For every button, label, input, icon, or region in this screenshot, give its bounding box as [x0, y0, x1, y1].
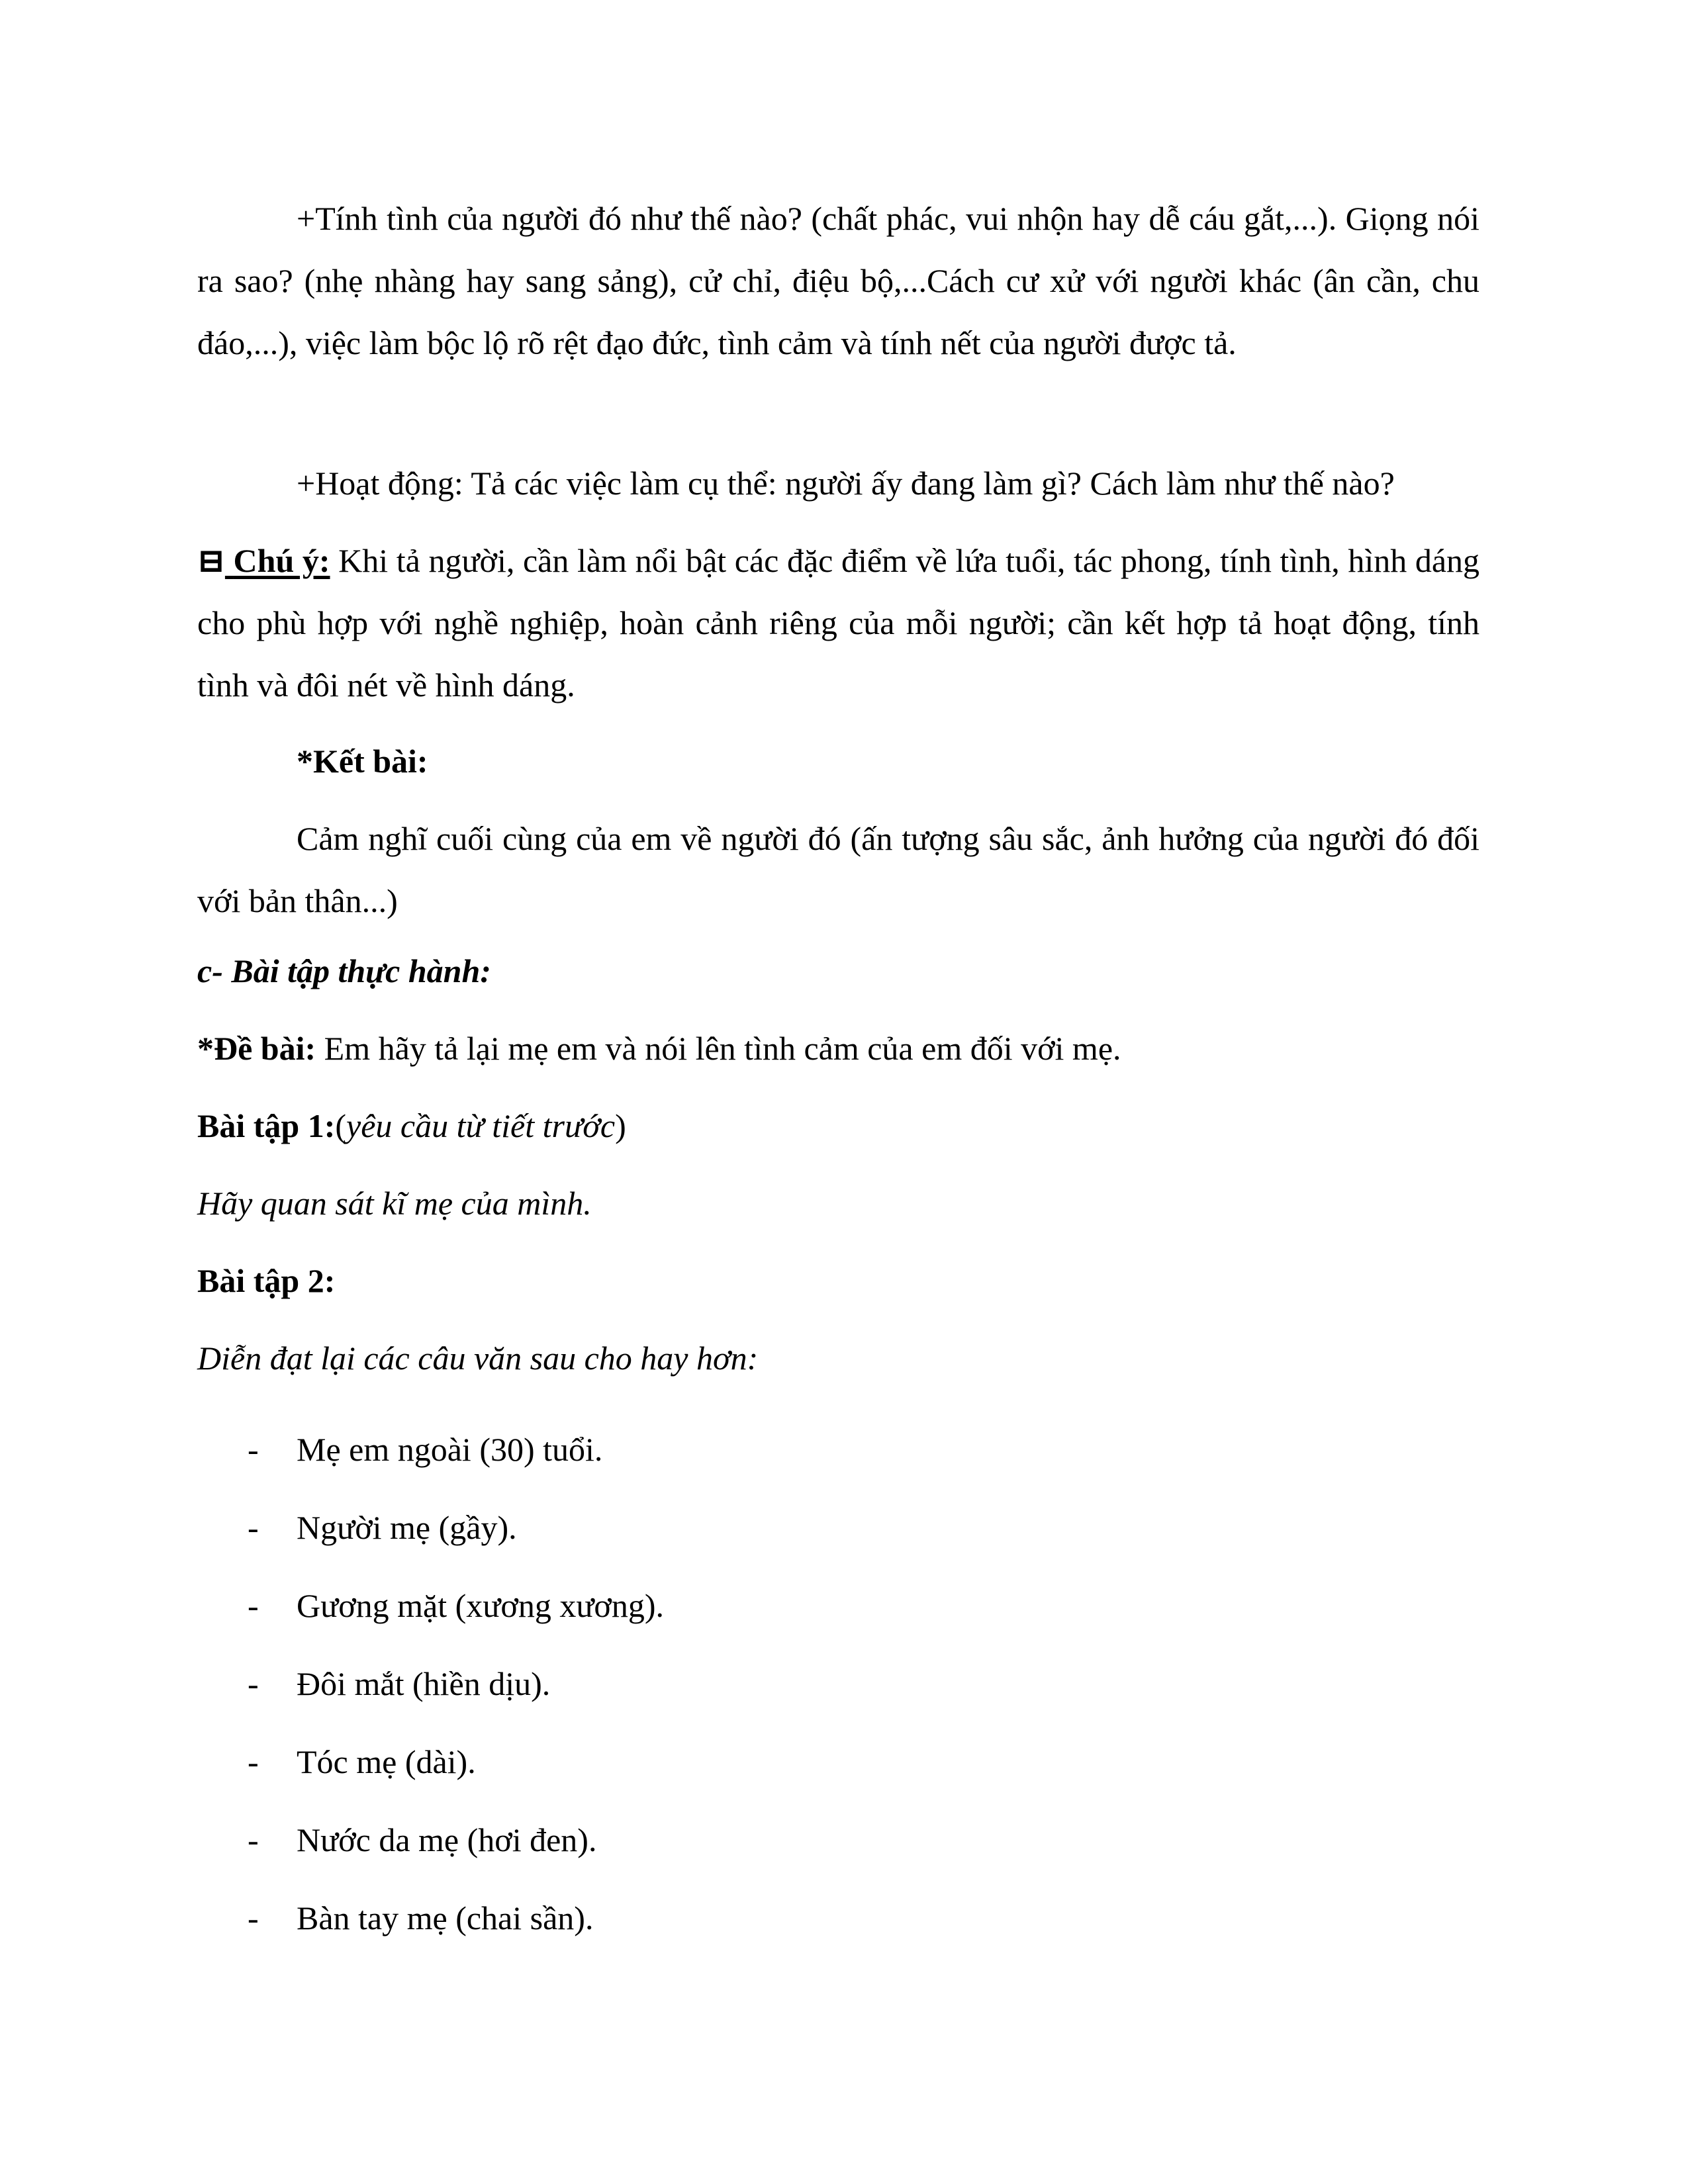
list-item-text: Bàn tay mẹ (chai sần).: [297, 1899, 594, 1936]
note-label: [197, 542, 330, 579]
list-item-text: Nước da mẹ (hơi đen).: [297, 1821, 597, 1858]
list-item: [197, 1567, 1479, 1645]
note-text: Khi tả người, cần làm nổi bật các đặc điểm về lứa tuổi, tác phong, tính tình, hình dáng cho phù hợp với nghề nghiệp, hoàn cảnh riêng của mỗi người; cần kết hợp tả hoạt động, tính tình và đôi nét về hình dáng.: [197, 542, 1480, 704]
list-item: [197, 1488, 1479, 1567]
exercise-1-close-paren: ): [615, 1107, 626, 1144]
note-paragraph: [197, 529, 1479, 716]
list-item-text: Gương mặt (xương xương).: [297, 1587, 665, 1624]
note-icon: ⊟: [197, 542, 225, 579]
list-item: [197, 1801, 1479, 1879]
assignment-prompt: [197, 1017, 1479, 1079]
exercise-2-instruction: Diễn đạt lại các câu văn sau cho hay hơn:: [197, 1340, 759, 1377]
assignment-text: Em hãy tả lại mẹ em và nói lên tình cảm của em đối với mẹ.: [316, 1030, 1121, 1067]
list-dash: -: [248, 1665, 259, 1702]
list-item: [197, 1723, 1479, 1801]
exercise-1-heading: [197, 1095, 1479, 1157]
list-item: [197, 1879, 1479, 1957]
paragraph-personality: +Tính tình của người đó như thế nào? (chất phác, vui nhộn hay dễ cáu gắt,...). Giọng nói ra sao? (nhẹ nhàng hay sang sảng), cử chỉ, điệu bộ,...Cách cư xử với người khác (ân cần, chu đáo,...), việc làm bộc lộ rõ rệt đạo đức, tình cảm và tính nết của người được tả.: [197, 200, 1479, 361]
list-item-text: Người mẹ (gầy).: [297, 1509, 517, 1546]
list-item-text: Đôi mắt (hiền dịu).: [297, 1665, 551, 1702]
practice-heading: c- Bài tập thực hành:: [197, 952, 491, 989]
list-item-text: Mẹ em ngoài (30) tuổi.: [297, 1431, 603, 1468]
exercise-2-heading: Bài tập 2:: [197, 1262, 336, 1299]
list-dash: -: [248, 1899, 259, 1936]
note-label-text: Chú ý:: [233, 542, 330, 579]
assignment-label: *Đề bài:: [197, 1030, 316, 1067]
list-dash: -: [248, 1743, 259, 1780]
list-item: [197, 1410, 1479, 1488]
exercise-1-instruction: Hãy quan sát kĩ mẹ của mình.: [197, 1185, 592, 1222]
list-item: [197, 1645, 1479, 1723]
list-dash: -: [248, 1587, 259, 1624]
list-dash: -: [248, 1821, 259, 1858]
list-item-text: Tóc mẹ (dài).: [297, 1743, 476, 1780]
exercise-1-open-paren: (: [335, 1107, 347, 1144]
exercise-1-label: Bài tập 1:: [197, 1107, 336, 1144]
exercise-1-note: yêu cầu từ tiết trước: [346, 1107, 616, 1144]
list-dash: -: [248, 1431, 259, 1468]
paragraph-activity: +Hoạt động: Tả các việc làm cụ thể: người ấy đang làm gì? Cách làm như thế nào?: [297, 465, 1395, 502]
exercise-2-list: [197, 1410, 1479, 1957]
conclusion-text: Cảm nghĩ cuối cùng của em về người đó (ấn tượng sâu sắc, ảnh hưởng của người đó đối với bản thân...): [197, 820, 1479, 919]
list-dash: -: [248, 1509, 259, 1546]
conclusion-heading: *Kết bài:: [297, 743, 428, 780]
